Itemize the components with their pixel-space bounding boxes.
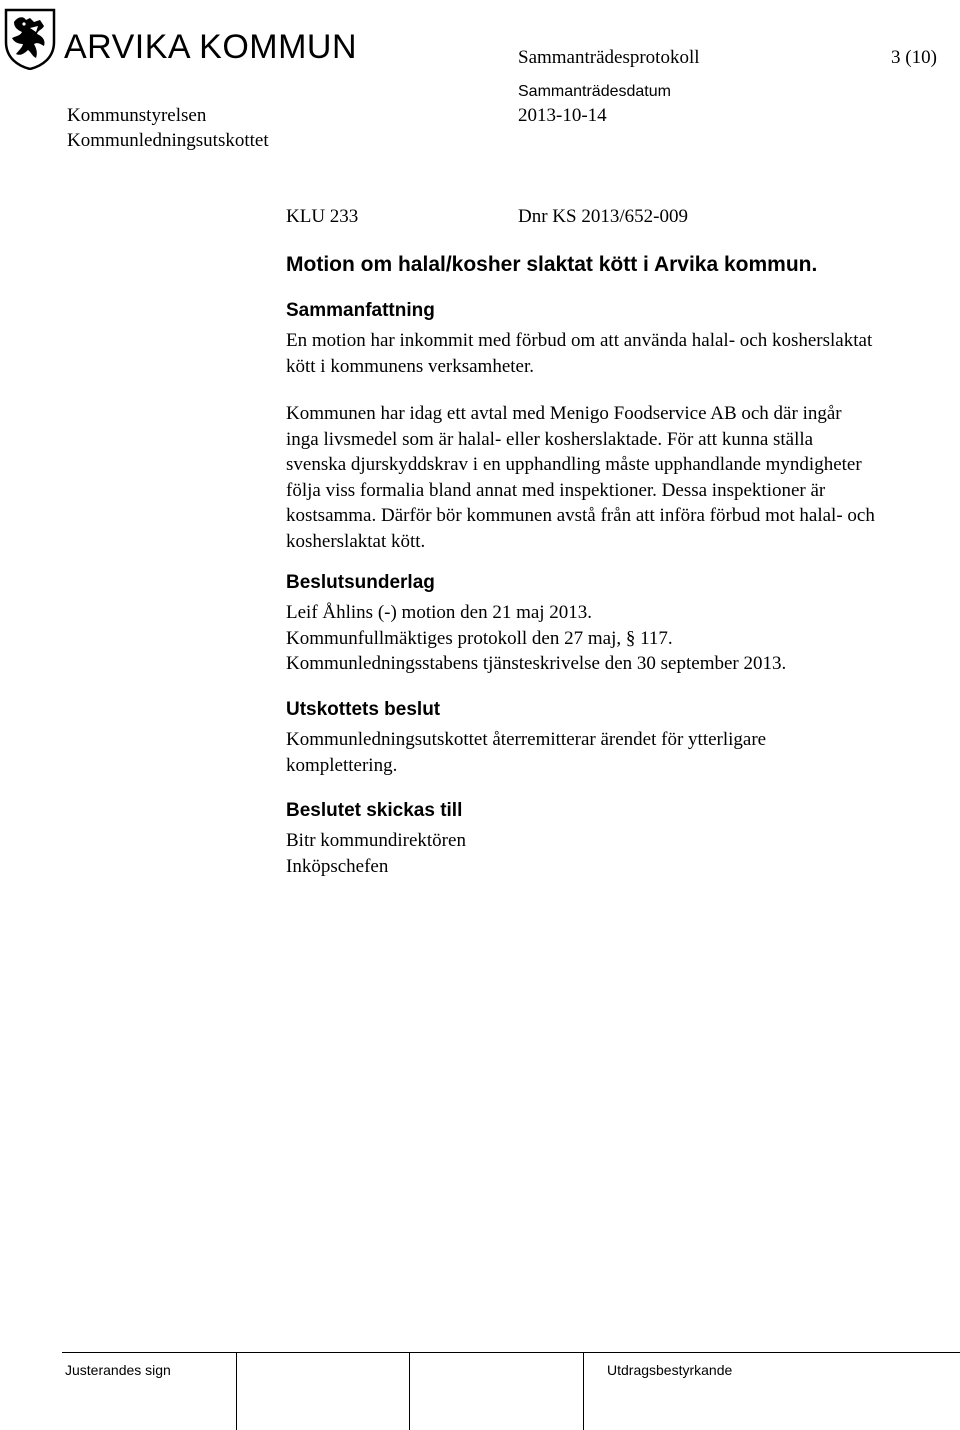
list-item: Kommunfullmäktiges protokoll den 27 maj, § 117.	[286, 627, 673, 649]
summary-p2-line: svenska djurskyddskrav i en upphandling måste upphandlande myndigheter	[286, 454, 862, 475]
list-item: Bitr kommundirektören	[286, 830, 466, 851]
footer-divider	[62, 1352, 960, 1353]
footer-box-divider	[583, 1352, 584, 1430]
summary-p1-line: En motion har inkommit med förbud om att använda halal- och kosherslaktat	[286, 330, 873, 351]
decision-line: komplettering.	[286, 754, 398, 776]
summary-p2-line: kosherslaktat kött.	[286, 530, 426, 552]
decision-heading: Utskottets beslut	[286, 699, 441, 720]
summary-p2-line: kostsamma. Därför bör kommunen avstå från att införa förbud mot halal- och	[286, 505, 875, 526]
summary-p2-line: Kommunen har idag ett avtal med Menigo Foodservice AB och där ingår	[286, 403, 842, 424]
list-item: Inköpschefen	[286, 855, 389, 877]
logo-wordmark: ARVIKA KOMMUN	[64, 28, 358, 66]
list-item: Kommunledningsstabens tjänsteskrivelse den 30 september 2013.	[286, 653, 787, 674]
footer-box-divider	[409, 1352, 410, 1430]
meeting-date-label: Sammanträdesdatum	[518, 83, 671, 100]
recipients-list	[286, 828, 466, 879]
certification-label: Utdragsbestyrkande	[607, 1362, 733, 1378]
recipients-heading: Beslutet skickas till	[286, 800, 463, 821]
arvika-coat-of-arms-logo	[4, 8, 56, 70]
case-number: KLU 233	[286, 206, 359, 227]
summary-p1-line: kött i kommunens verksamheter.	[286, 355, 535, 377]
page-number: 3 (10)	[891, 47, 937, 68]
summary-heading: Sammanfattning	[286, 300, 435, 321]
summary-paragraph-2	[286, 401, 875, 554]
summary-paragraph-1	[286, 328, 872, 379]
decision-text	[286, 727, 766, 778]
signature-label: Justerandes sign	[65, 1362, 171, 1378]
summary-p2-line: följa viss formalia bland annat med inspektioner. Dessa inspektioner är	[286, 479, 826, 501]
registration-number: Dnr KS 2013/652-009	[518, 206, 688, 227]
summary-p2-line: inga livsmedel som är halal- eller kosherslaktade. För att kunna ställa	[286, 428, 814, 450]
body-name: Kommunstyrelsen	[67, 105, 207, 126]
decision-line: Kommunledningsutskottet återremitterar ärendet för ytterligare	[286, 729, 767, 750]
document-type: Sammanträdesprotokoll	[518, 47, 700, 68]
list-item: Leif Åhlins (-) motion den 21 maj 2013.	[286, 602, 593, 623]
footer-box-divider	[236, 1352, 237, 1430]
meeting-date: 2013-10-14	[518, 105, 607, 126]
committee-name: Kommunledningsutskottet	[67, 130, 269, 151]
basis-list	[286, 600, 786, 677]
basis-heading: Beslutsunderlag	[286, 572, 435, 593]
case-title: Motion om halal/kosher slaktat kött i Arvika kommun.	[286, 253, 818, 276]
